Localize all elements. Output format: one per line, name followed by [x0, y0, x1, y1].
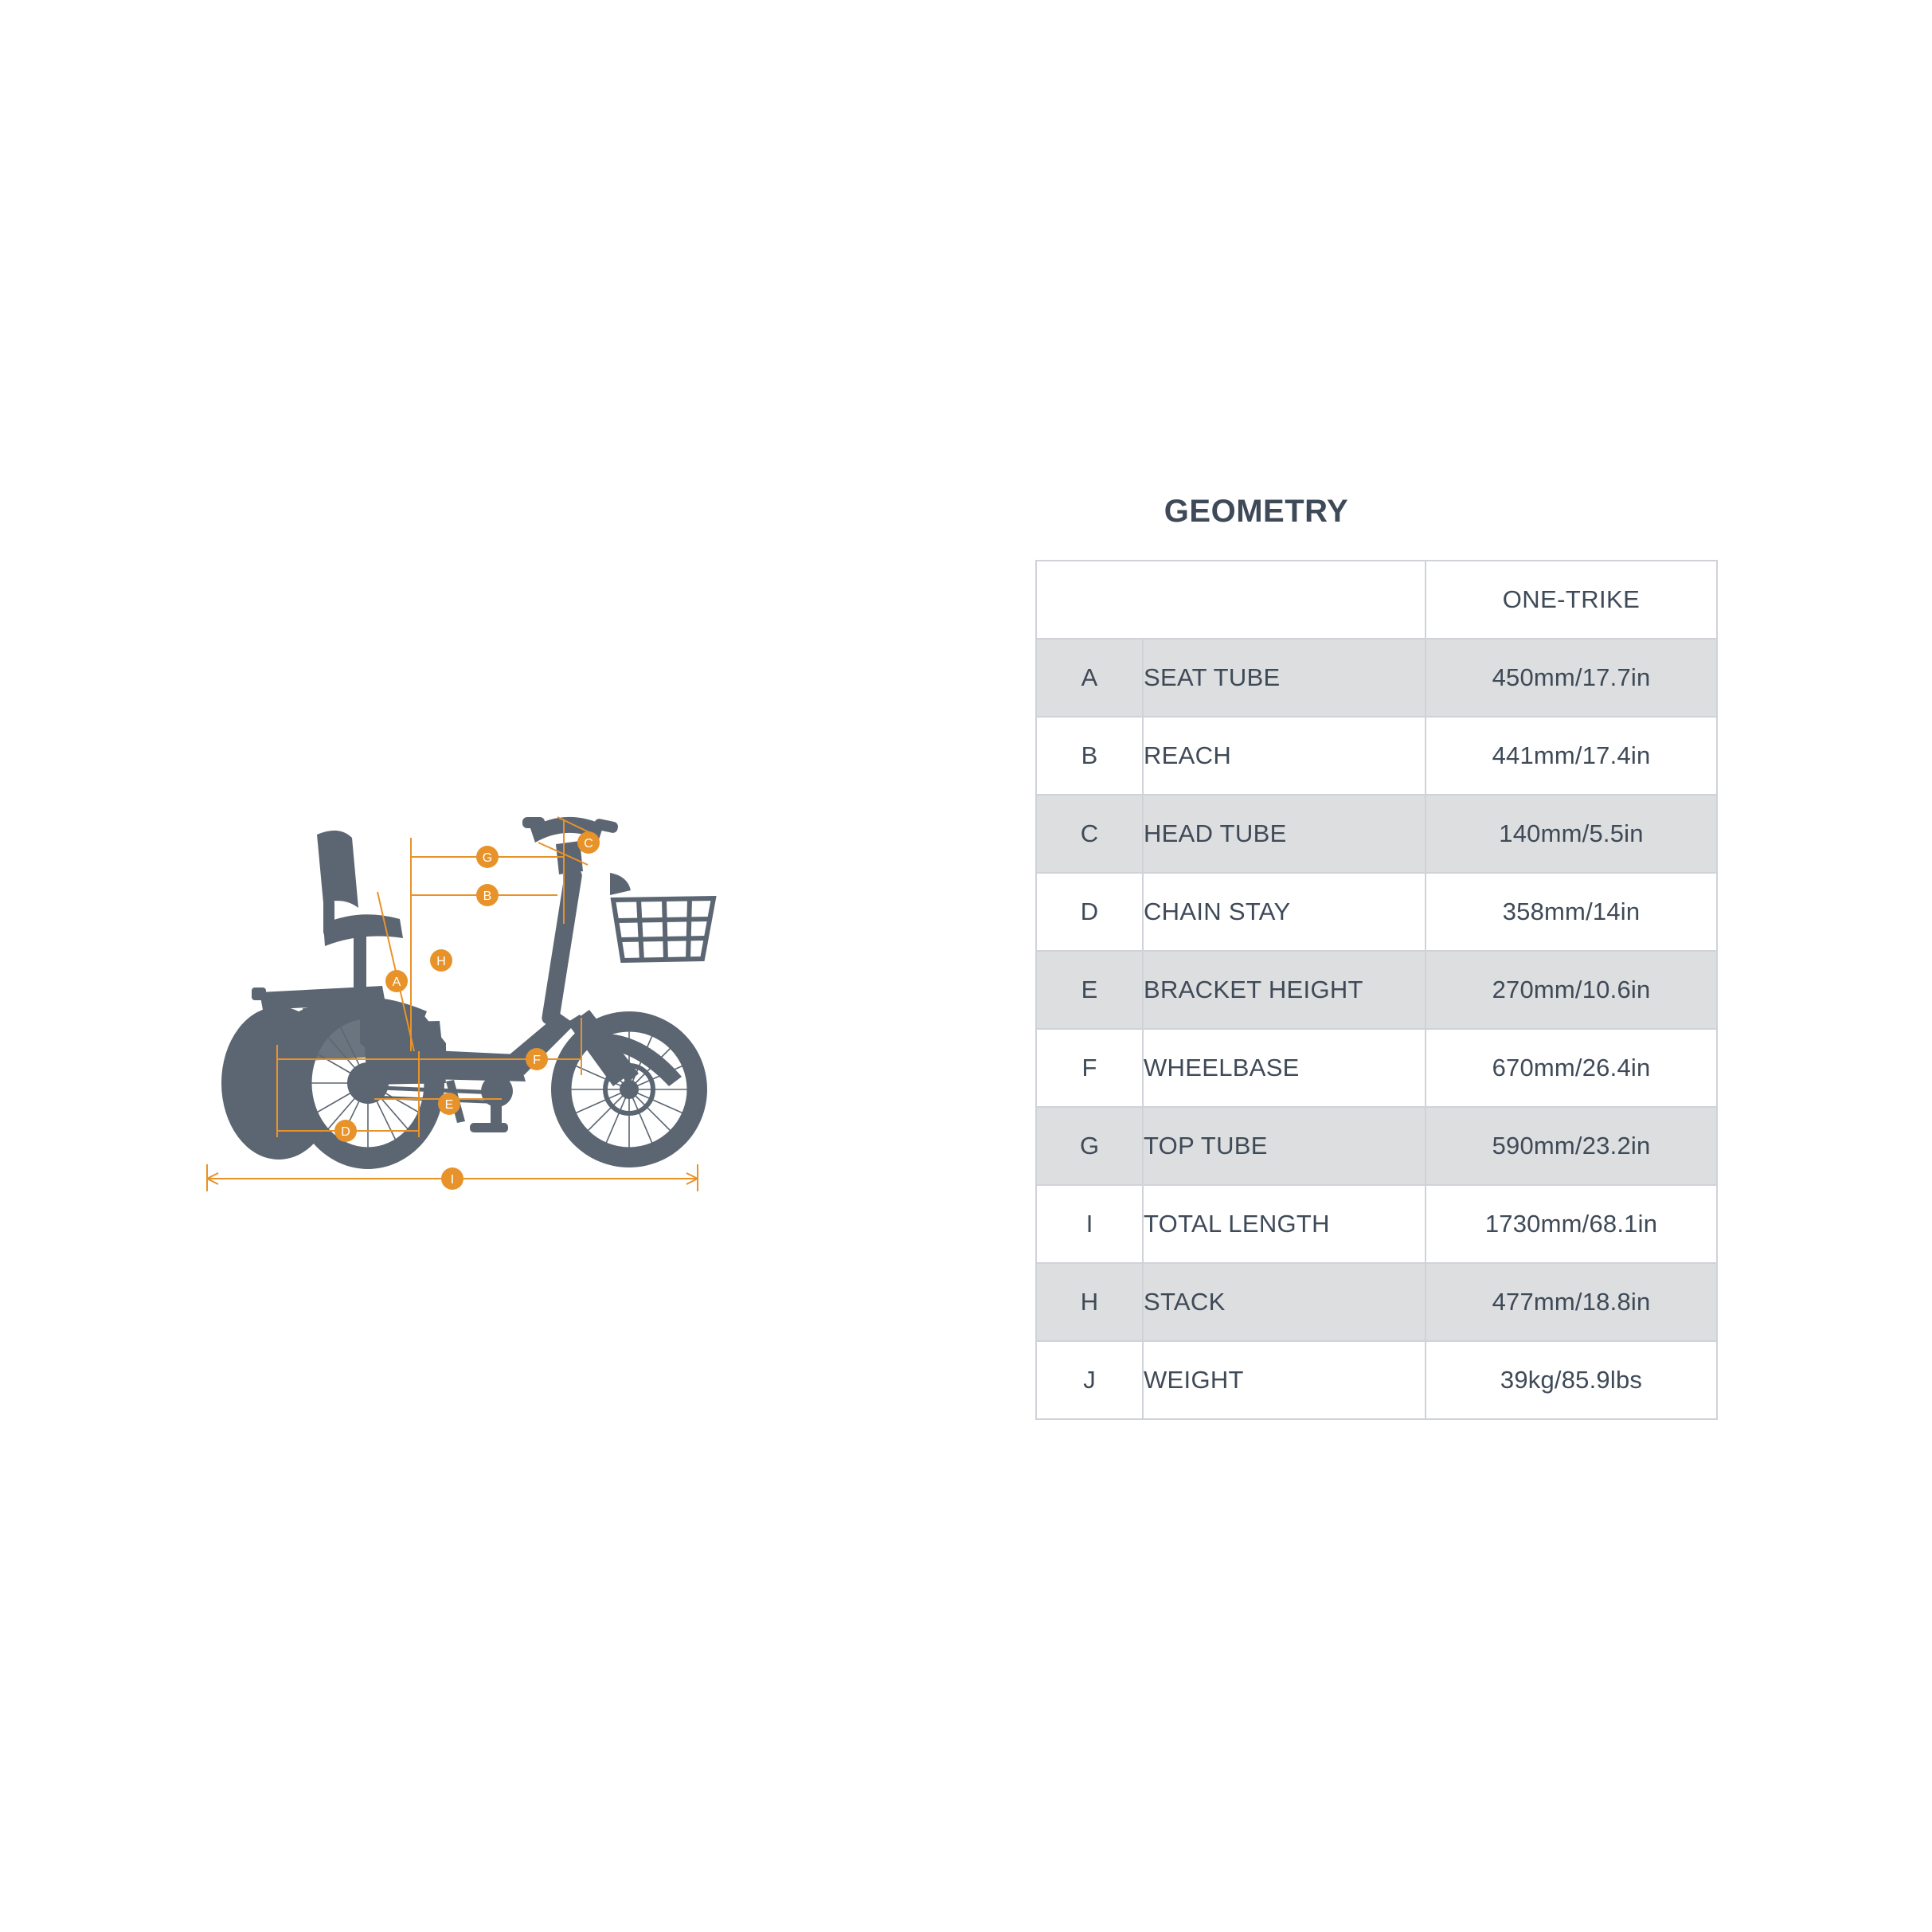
- callout-F: [526, 1048, 548, 1070]
- table-row: [1036, 639, 1717, 717]
- header-model: ONE-TRIKE: [1426, 561, 1717, 639]
- row-value: 670mm/26.4in: [1426, 1029, 1717, 1107]
- row-letter: G: [1036, 1107, 1143, 1185]
- callout-label-F: F: [533, 1054, 541, 1067]
- row-name: TOTAL LENGTH: [1143, 1185, 1426, 1263]
- row-letter: F: [1036, 1029, 1143, 1107]
- row-name: BRACKET HEIGHT: [1143, 951, 1426, 1029]
- table-row: [1036, 1185, 1717, 1263]
- callout-label-H: H: [436, 955, 446, 968]
- page-title: GEOMETRY: [1164, 494, 1349, 529]
- row-value: 140mm/5.5in: [1426, 795, 1717, 873]
- row-value: 450mm/17.7in: [1426, 639, 1717, 717]
- row-letter: E: [1036, 951, 1143, 1029]
- row-letter: D: [1036, 873, 1143, 951]
- callout-label-D: D: [341, 1125, 350, 1139]
- front-wheel: [551, 1011, 707, 1167]
- row-name: SEAT TUBE: [1143, 639, 1426, 717]
- row-name: HEAD TUBE: [1143, 795, 1426, 873]
- table-row: [1036, 795, 1717, 873]
- geometry-table: [1035, 560, 1718, 1420]
- callout-label-I: I: [450, 1173, 455, 1187]
- table-row: [1036, 717, 1717, 795]
- row-name: STACK: [1143, 1263, 1426, 1341]
- row-value: 39kg/85.9lbs: [1426, 1341, 1717, 1419]
- row-letter: C: [1036, 795, 1143, 873]
- bike-geometry-diagram: [183, 701, 916, 1274]
- table-row: [1036, 1341, 1717, 1419]
- row-name: WHEELBASE: [1143, 1029, 1426, 1107]
- row-letter: B: [1036, 717, 1143, 795]
- callout-D: [334, 1120, 357, 1142]
- bike-illustration: [183, 701, 916, 1274]
- callout-G: [476, 846, 499, 868]
- row-name: WEIGHT: [1143, 1341, 1426, 1419]
- callout-H: [430, 949, 452, 972]
- callout-label-A: A: [392, 976, 401, 989]
- table-row: [1036, 1263, 1717, 1341]
- table-row: [1036, 873, 1717, 951]
- row-value: 441mm/17.4in: [1426, 717, 1717, 795]
- callout-B: [476, 884, 499, 906]
- row-name: TOP TUBE: [1143, 1107, 1426, 1185]
- row-name: CHAIN STAY: [1143, 873, 1426, 951]
- callout-I: [441, 1167, 463, 1190]
- row-letter: H: [1036, 1263, 1143, 1341]
- row-value: 270mm/10.6in: [1426, 951, 1717, 1029]
- callout-E: [438, 1093, 460, 1115]
- row-letter: J: [1036, 1341, 1143, 1419]
- row-letter: I: [1036, 1185, 1143, 1263]
- row-value: 477mm/18.8in: [1426, 1263, 1717, 1341]
- callout-A: [385, 970, 408, 992]
- table-row: [1036, 1107, 1717, 1185]
- row-letter: A: [1036, 639, 1143, 717]
- table-header-row: [1036, 561, 1717, 639]
- row-value: 590mm/23.2in: [1426, 1107, 1717, 1185]
- callout-label-G: G: [482, 851, 493, 865]
- table-row: [1036, 951, 1717, 1029]
- row-value: 1730mm/68.1in: [1426, 1185, 1717, 1263]
- row-name: REACH: [1143, 717, 1426, 795]
- callout-label-B: B: [483, 890, 492, 903]
- table-row: [1036, 1029, 1717, 1107]
- row-value: 358mm/14in: [1426, 873, 1717, 951]
- callout-label-E: E: [444, 1098, 454, 1112]
- header-blank: [1036, 561, 1426, 639]
- callout-C: [577, 831, 600, 854]
- geometry-panel: [1035, 494, 1720, 1420]
- callout-label-C: C: [584, 837, 593, 851]
